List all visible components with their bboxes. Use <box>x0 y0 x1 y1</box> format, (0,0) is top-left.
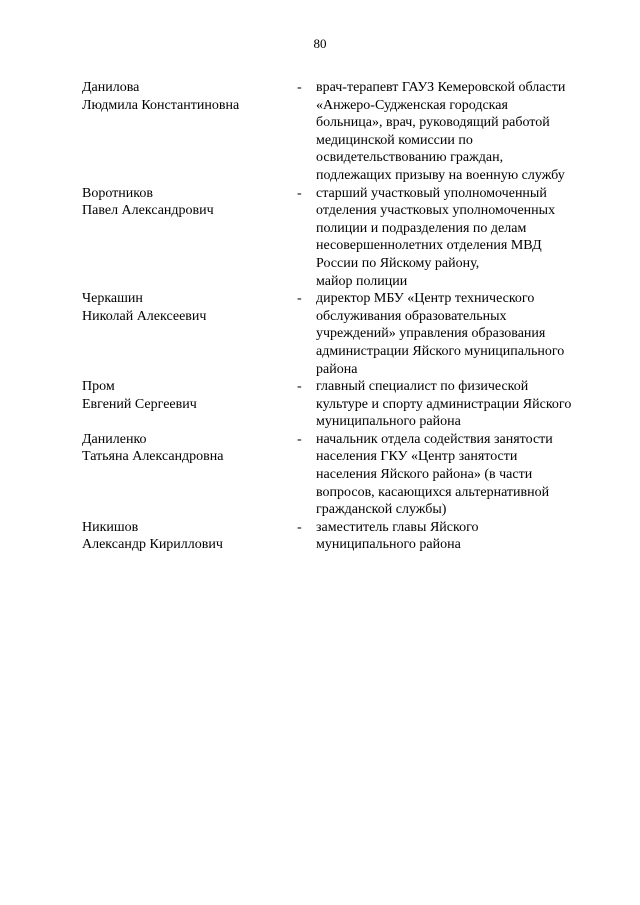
members-list <box>82 79 612 554</box>
member-name <box>82 79 292 114</box>
member-entry <box>82 290 612 378</box>
position-line: «Анжеро-Судженская городская <box>316 97 508 113</box>
member-given-names: Николай Алексеевич <box>82 308 207 324</box>
position-line: России по Яйскому району, <box>316 255 480 271</box>
member-dash: - <box>297 291 302 307</box>
position-line: подлежащих призыву на военную службу <box>316 167 565 183</box>
position-line: больница», врач, руководящий работой <box>316 115 550 131</box>
position-line: полиции и подразделения по делам <box>316 220 527 236</box>
position-line: администрации Яйского муниципального <box>316 343 565 359</box>
member-surname: Черкашин <box>82 291 143 307</box>
member-position <box>316 431 606 519</box>
member-dash: - <box>297 431 302 447</box>
position-line: главный специалист по физической <box>316 379 529 395</box>
member-surname: Данилова <box>82 80 140 95</box>
member-name <box>82 378 292 413</box>
member-surname: Пром <box>82 379 115 395</box>
position-line: муниципального района <box>316 537 461 553</box>
position-line: отделения участковых уполномоченных <box>316 203 556 219</box>
position-line: населения Яйского района» (в части <box>316 467 533 483</box>
member-given-names: Александр Кириллович <box>82 537 223 553</box>
position-line: врач-терапевт ГАУЗ Кемеровской области <box>316 80 566 95</box>
member-position <box>316 290 606 378</box>
position-line: вопросов, касающихся альтернативной <box>316 484 550 500</box>
member-entry <box>82 185 612 291</box>
member-given-names: Людмила Константиновна <box>82 97 240 113</box>
position-line: директор МБУ «Центр технического <box>316 291 535 307</box>
member-name <box>82 431 292 466</box>
position-line: учреждений» управления образования <box>316 326 546 342</box>
member-surname: Даниленко <box>82 431 147 447</box>
position-line: начальник отдела содействия занятости <box>316 431 553 447</box>
position-line: гражданской службы) <box>316 502 447 518</box>
member-position <box>316 79 606 185</box>
member-entry <box>82 519 612 554</box>
member-dash: - <box>297 519 302 535</box>
member-name <box>82 185 292 220</box>
position-line: культуре и спорту администрации Яйского <box>316 396 572 412</box>
position-line: майор полиции <box>316 273 408 289</box>
member-position <box>316 519 606 554</box>
member-given-names: Татьяна Александровна <box>82 449 224 465</box>
member-dash: - <box>297 379 302 395</box>
position-line: освидетельствованию граждан, <box>316 150 504 166</box>
position-line: муниципального района <box>316 414 461 430</box>
position-line: обслуживания образовательных <box>316 308 507 324</box>
member-entry <box>82 431 612 519</box>
member-name <box>82 519 292 554</box>
member-dash: - <box>297 80 302 95</box>
member-entry <box>82 79 612 185</box>
member-name <box>82 290 292 325</box>
member-given-names: Павел Александрович <box>82 203 214 219</box>
member-dash: - <box>297 185 302 201</box>
member-position <box>316 378 606 431</box>
member-entry <box>82 378 612 431</box>
position-line: несовершеннолетних отделения МВД <box>316 238 542 254</box>
position-line: старший участковый уполномоченный <box>316 185 547 201</box>
position-line: района <box>316 361 358 377</box>
page-number: 80 <box>313 36 327 51</box>
position-line: населения ГКУ «Центр занятости <box>316 449 518 465</box>
member-given-names: Евгений Сергеевич <box>82 396 197 412</box>
position-line: медицинской комиссии по <box>316 132 473 148</box>
member-position <box>316 185 606 291</box>
position-line: заместитель главы Яйского <box>316 519 479 535</box>
member-surname: Никишов <box>82 519 139 535</box>
member-surname: Воротников <box>82 185 153 201</box>
